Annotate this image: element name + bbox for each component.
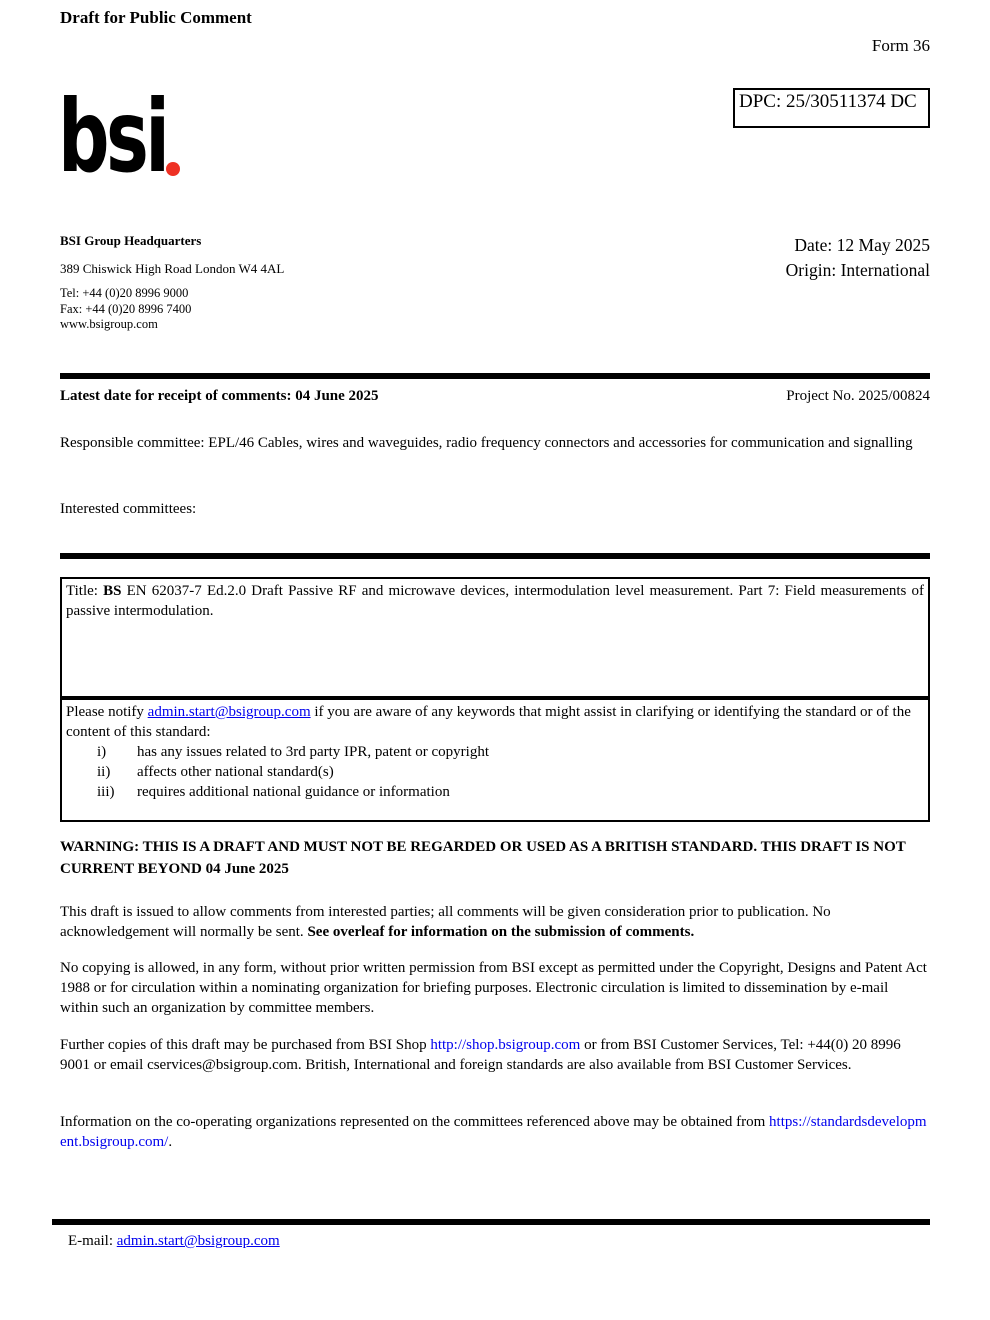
notify-intro-before: Please notify bbox=[66, 704, 148, 720]
title-standard-ref: BS bbox=[103, 583, 122, 599]
keyword-notify-box bbox=[60, 698, 930, 822]
issue-overleaf-note: See overleaf for information on the submission of comments. bbox=[307, 924, 695, 940]
further-copies-before: Further copies of this draft may be purchased from BSI Shop bbox=[60, 1037, 431, 1053]
notify-intro bbox=[66, 702, 924, 742]
form-number-label: Form 36 bbox=[871, 36, 930, 55]
notify-email-link[interactable]: admin.start@bsigroup.com bbox=[147, 704, 311, 720]
latest-date-label: Latest date for receipt of comments: 04 June 2025 bbox=[60, 388, 379, 404]
notify-list-item bbox=[66, 762, 924, 782]
date-origin-block bbox=[786, 233, 930, 283]
draft-for-public-comment-heading: Draft for Public Comment bbox=[60, 8, 252, 27]
notify-item-text: requires additional national guidance or information bbox=[137, 784, 450, 800]
cooperating-orgs-before: Information on the co-operating organizations represented on the committees referenced above may be obtained from bbox=[60, 1114, 770, 1130]
draft-warning-paragraph: WARNING: THIS IS A DRAFT AND MUST NOT BE REGARDED OR USED AS A BRITISH STANDARD. THIS DRAFT IS NOT CURRENT BEYOND 04 June 2025 bbox=[60, 839, 906, 877]
divider-rule-top bbox=[60, 373, 930, 379]
project-number-label: Project No. 2025/00824 bbox=[786, 388, 930, 404]
notify-item-text: has any issues related to 3rd party IPR, patent or copyright bbox=[137, 744, 490, 760]
dpc-number-box bbox=[733, 88, 930, 128]
standard-title-box bbox=[60, 577, 930, 698]
footer-email-row bbox=[68, 1233, 280, 1250]
responsible-committee-paragraph: Responsible committee: EPL/46 Cables, wires and waveguides, radio frequency connectors and accessories for communication and signalling bbox=[60, 435, 913, 451]
hq-address: 389 Chiswick High Road London W4 4AL bbox=[60, 261, 285, 276]
bsi-logo bbox=[58, 78, 218, 195]
notify-item-numeral: iii) bbox=[97, 784, 115, 800]
bsi-shop-link[interactable]: http://shop.bsigroup.com bbox=[430, 1037, 581, 1053]
date-label: Date: 12 May 2025 bbox=[794, 235, 930, 255]
notify-list-item bbox=[66, 782, 924, 802]
notify-item-numeral: ii) bbox=[97, 764, 111, 780]
hq-tel: Tel: +44 (0)20 8996 9000 bbox=[60, 286, 189, 300]
further-copies-paragraph bbox=[60, 1035, 930, 1075]
bsi-logo-text: bsi bbox=[58, 78, 167, 195]
hq-contact-block bbox=[60, 286, 191, 333]
issue-paragraph bbox=[60, 902, 930, 942]
notify-item-numeral: i) bbox=[97, 744, 107, 760]
hq-fax: Fax: +44 (0)20 8996 7400 bbox=[60, 301, 192, 316]
cooperating-orgs-paragraph bbox=[60, 1112, 930, 1152]
notify-list-item bbox=[66, 742, 924, 762]
title-text: EN 62037-7 Ed.2.0 Draft Passive RF and microwave devices, intermodulation level measurement. Part 7: Field measurements of passive intermodulation. bbox=[66, 583, 924, 619]
standards-development-link[interactable]: https://standardsdevelopment.bsigroup.com/ bbox=[60, 1114, 927, 1150]
title-prefix: Title: bbox=[66, 583, 104, 599]
divider-rule-middle bbox=[60, 553, 930, 559]
notify-item-text: affects other national standard(s) bbox=[137, 764, 334, 780]
divider-rule-bottom bbox=[52, 1219, 930, 1225]
hq-website: www.bsigroup.com bbox=[60, 317, 158, 331]
footer-email-label: E-mail: bbox=[68, 1233, 117, 1249]
notify-intro-after: if you are aware of any keywords that might assist in clarifying or identifying the standard or of the content of this standard: bbox=[66, 704, 911, 740]
bsi-logo-red-dot-icon bbox=[166, 162, 180, 176]
cooperating-orgs-after: . bbox=[168, 1134, 173, 1150]
comments-deadline-row bbox=[60, 388, 930, 405]
copying-paragraph: No copying is allowed, in any form, without prior written permission from BSI except as permitted under the Copyright, Designs and Patent Act 1988 or for circulation within a nominating organization for briefing purposes. Electronic circulation is limited to dissemination by e-mail within such an organization by committee members. bbox=[60, 960, 927, 1016]
footer-email-link[interactable]: admin.start@bsigroup.com bbox=[116, 1233, 280, 1249]
issue-text: This draft is issued to allow comments from interested parties; all comments will be given consideration prior to publication. No acknowledgement will normally be sent. bbox=[60, 904, 831, 940]
origin-label: Origin: International bbox=[785, 260, 930, 280]
interested-committees-label: Interested committees: bbox=[60, 501, 197, 517]
dpc-number-text: DPC: 25/30511374 DC bbox=[739, 91, 917, 112]
further-copies-after: or from BSI Customer Services, Tel: +44(0) 20 8996 9001 or email cservices@bsigroup.com. British, International and foreign standards are also available from BSI Customer Services. bbox=[60, 1037, 901, 1073]
hq-title: BSI Group Headquarters bbox=[60, 233, 202, 248]
